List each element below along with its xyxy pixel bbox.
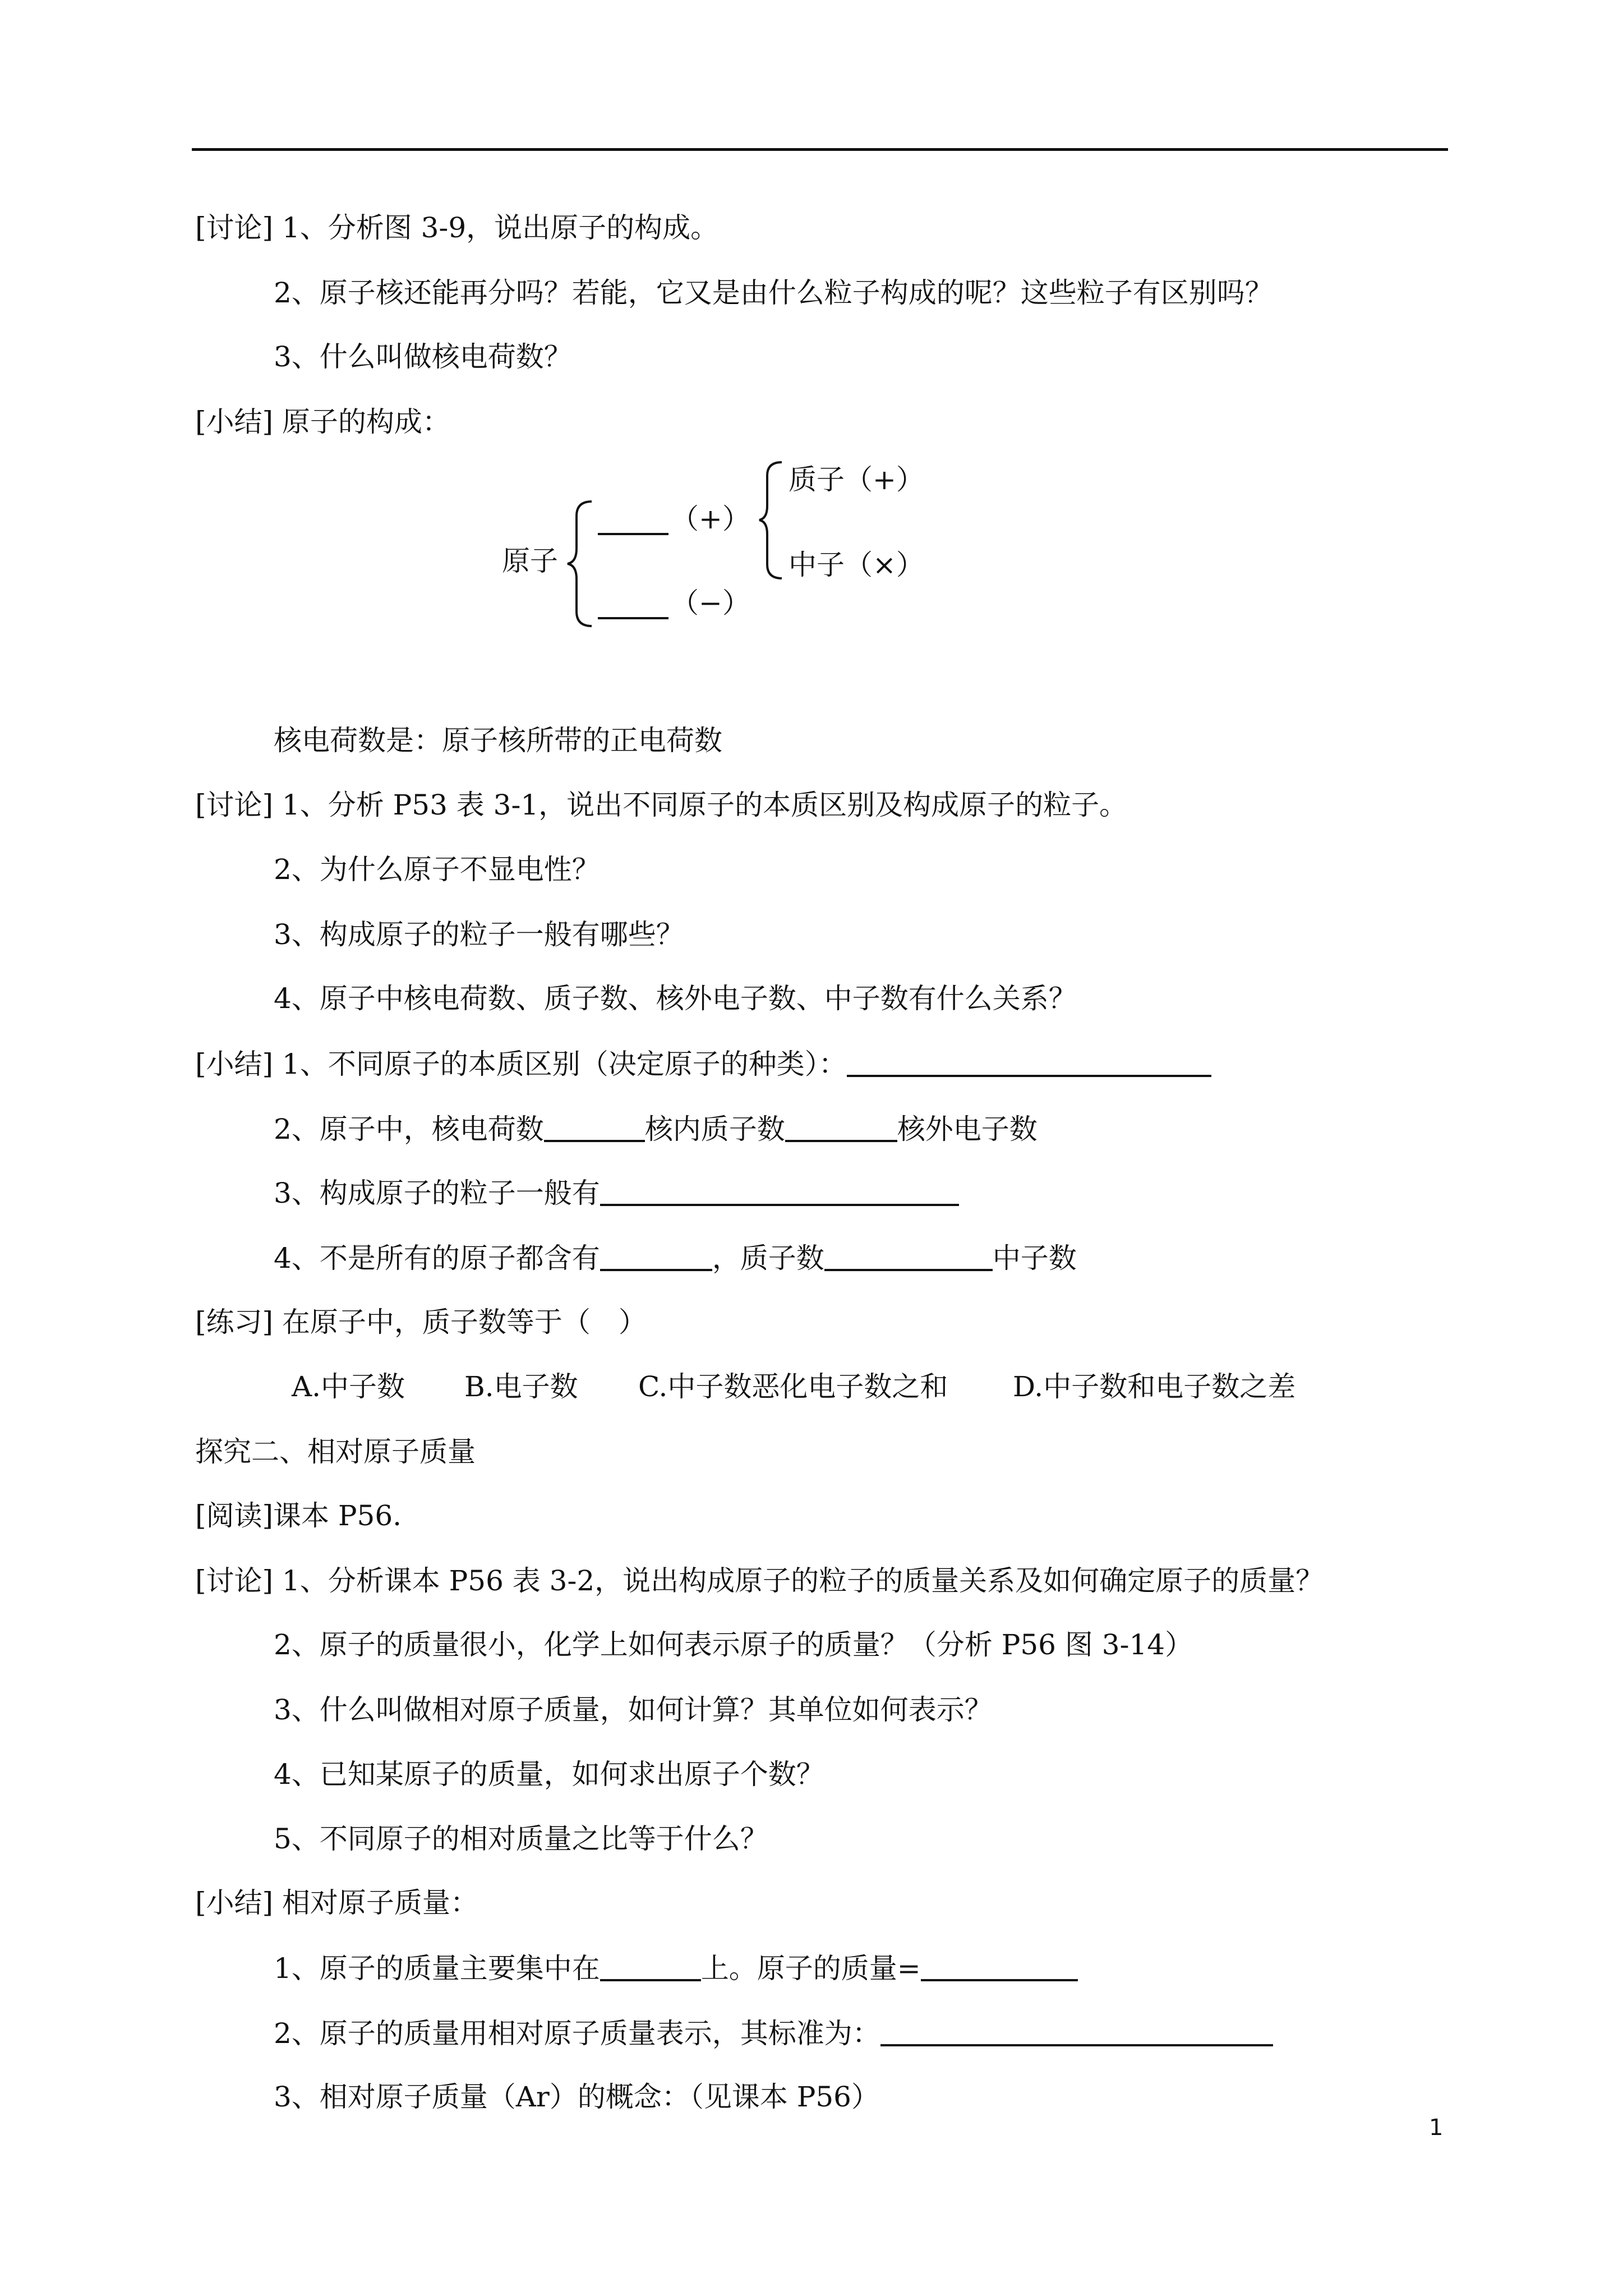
exercise-option-a[interactable]: A.中子数	[292, 1370, 405, 1403]
diagram-plus-label: （+）	[671, 503, 750, 535]
summary-3-item2: 2、原子的质量用相对原子质量表示，其标准为：	[274, 2016, 1273, 2050]
diagram-proton-label: 质子（+）	[789, 463, 924, 496]
discussion-2-q3: 3、构成原子的粒子一般有哪些？	[274, 918, 684, 951]
diagram-blank-nucleus[interactable]	[598, 505, 668, 535]
discussion-2-q1: [讨论] 1、分析 P53 表 3-1，说出不同原子的本质区别及构成原子的粒子。	[195, 789, 1128, 821]
summary-2-item4: 4、不是所有的原子都含有 ，质子数 中子数	[274, 1242, 1077, 1274]
discussion-3-q3: 3、什么叫做相对原子质量，如何计算？其单位如何表示？	[274, 1694, 993, 1726]
exercise-question: [练习] 在原子中，质子数等于（ ）	[195, 1306, 647, 1338]
answer-blank[interactable]	[921, 1951, 1078, 1981]
left-brace-icon	[566, 499, 600, 628]
discussion-2-q4: 4、原子中核电荷数、质子数、核外电子数、中子数有什么关系？	[274, 982, 1077, 1015]
summary-3-item3: 3、相对原子质量（Ar）的概念：（见课本 P56）	[274, 2081, 879, 2113]
section-heading-relative-mass: 探究二、相对原子质量	[195, 1435, 476, 1468]
reading-instruction: [阅读]课本 P56.	[195, 1499, 402, 1532]
discussion-3-q2: 2、原子的质量很小，化学上如何表示原子的质量？（分析 P56 图 3-14）	[274, 1628, 1193, 1661]
discussion-1-q2: 2、原子核还能再分吗？若能，它又是由什么粒子构成的呢？这些粒子有区别吗？	[274, 277, 1273, 309]
nuclear-charge-definition: 核电荷数是：原子核所带的正电荷数	[274, 724, 722, 757]
discussion-2-q2: 2、为什么原子不显电性？	[274, 853, 600, 886]
exercise-option-c[interactable]: C.中子数恶化电子数之和	[638, 1370, 948, 1403]
exercise-option-d[interactable]: D.中子数和电子数之差	[1013, 1370, 1296, 1403]
discussion-3-q4: 4、已知某原子的质量，如何求出原子个数？	[274, 1758, 824, 1791]
answer-blank[interactable]	[880, 2016, 1273, 2046]
summary-3-item1: 1、原子的质量主要集中在 上。原子的质量=	[274, 1951, 1078, 1985]
summary-atom-structure: [小结] 原子的构成：	[195, 406, 450, 438]
discussion-3-q1: [讨论] 1、分析课本 P56 表 3-2，说出构成原子的粒子的质量关系及如何确定原子的质量？	[195, 1565, 1324, 1597]
page-number: 1	[1429, 2115, 1444, 2141]
discussion-1-q3: 3、什么叫做核电荷数？	[274, 341, 572, 373]
diagram-neutron-label: 中子（×）	[789, 549, 924, 581]
answer-blank[interactable]	[600, 1176, 959, 1206]
discussion-3-q5: 5、不同原子的相对质量之比等于什么？	[274, 1823, 768, 1855]
diagram-blank-electron[interactable]	[598, 589, 668, 619]
answer-blank[interactable]	[847, 1047, 1211, 1077]
summary-relative-mass: [小结] 相对原子质量：	[195, 1887, 478, 1919]
answer-blank[interactable]	[600, 1241, 712, 1271]
exercise-option-b[interactable]: B.电子数	[464, 1370, 578, 1403]
diagram-minus-label: （−）	[671, 587, 750, 619]
summary-2-item3: 3、构成原子的粒子一般有	[274, 1176, 959, 1210]
discussion-1-q1: [讨论] 1、分析图 3-9，说出原子的构成。	[195, 211, 719, 244]
summary-2-item2: 2、原子中，核电荷数 核内质子数 核外电子数	[274, 1113, 1038, 1145]
answer-blank[interactable]	[824, 1241, 993, 1271]
answer-blank[interactable]	[600, 1951, 701, 1981]
answer-blank[interactable]	[544, 1112, 645, 1142]
right-brace-icon	[758, 460, 786, 581]
header-rule	[192, 148, 1448, 151]
summary-2-item1: [小结] 1、不同原子的本质区别（决定原子的种类）：	[195, 1047, 1211, 1081]
answer-blank[interactable]	[785, 1112, 897, 1142]
diagram-atom-label: 原子	[502, 545, 558, 577]
